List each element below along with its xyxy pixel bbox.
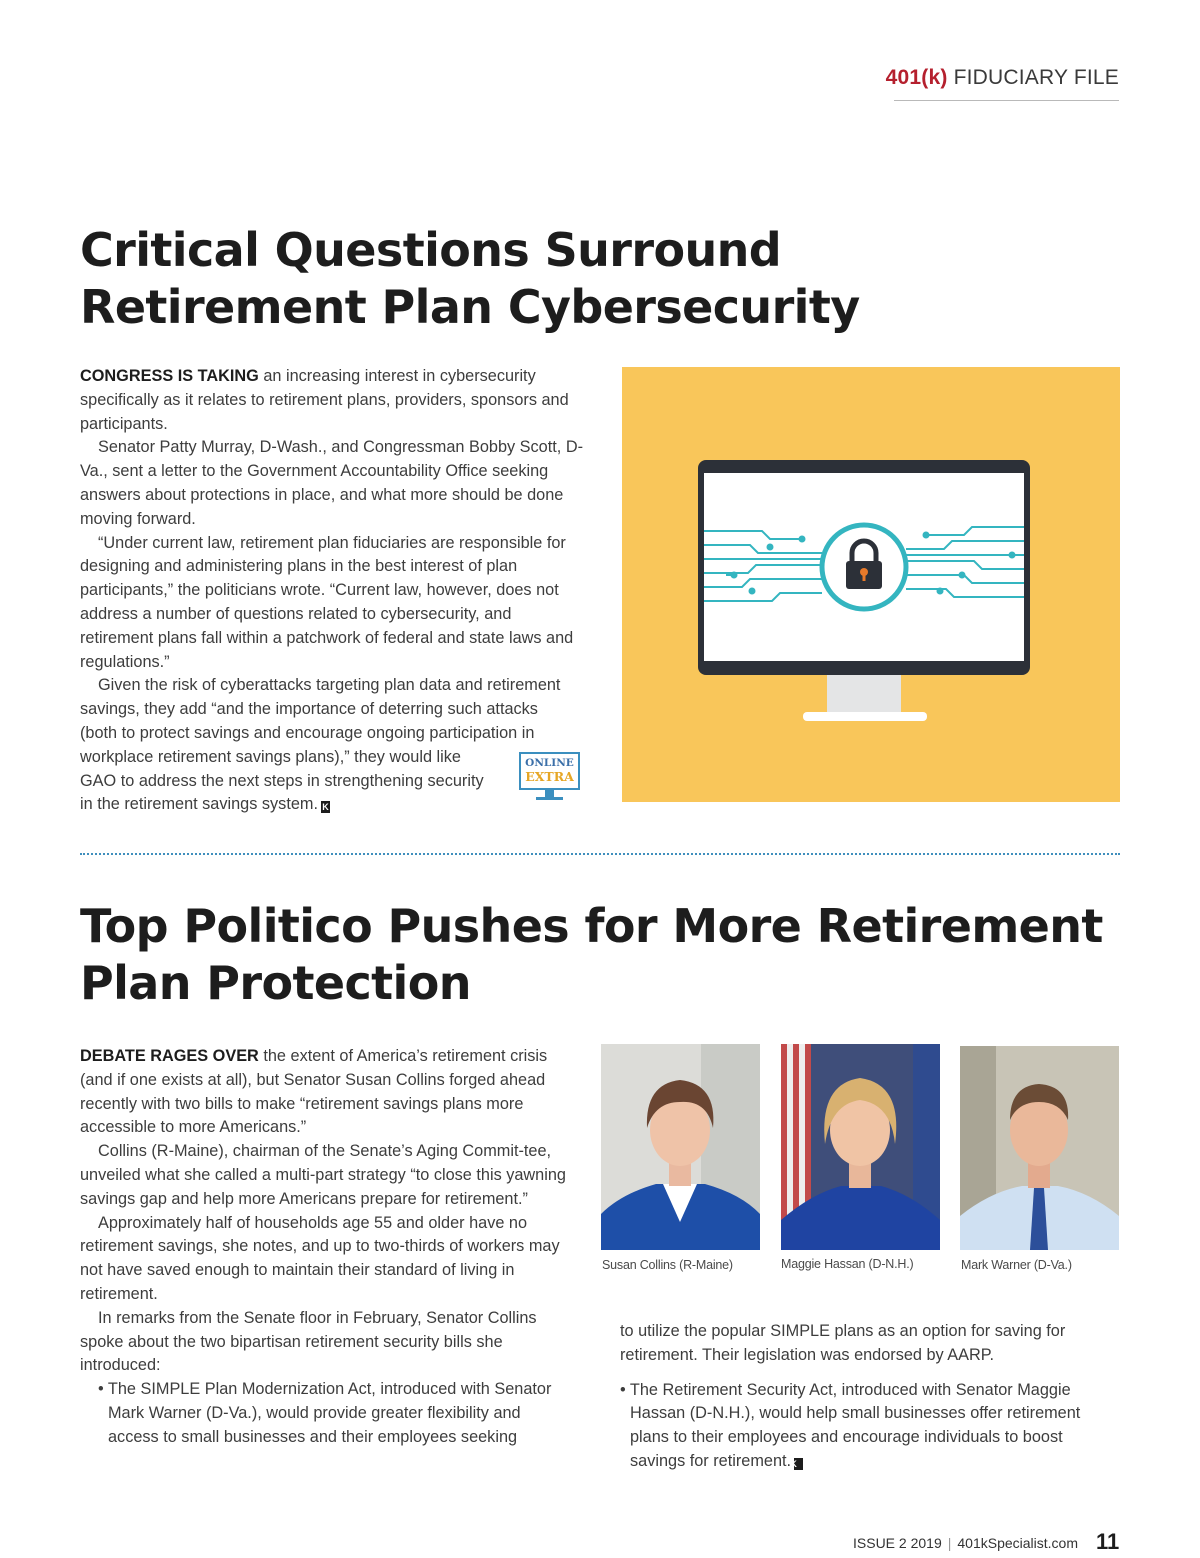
article2-title-line2: Plan Protection (80, 956, 471, 1010)
article1-p2: Senator Patty Murray, D-Wash., and Congressman Bobby Scott, D-Va., sent a letter to the Government Accountability Office seeking answers about protections in place, and what more should be done moving forward. (80, 438, 584, 528)
article1-lead: CONGRESS IS TAKING (80, 367, 259, 385)
portrait-image (781, 1044, 940, 1250)
article1-p4c: in the retirement savings system. (80, 795, 318, 814)
article1-p1: an increasing interest in cybersecurity specifically as it relates to retirement plans, providers, sponsors and participants. (80, 367, 569, 433)
header-brand: 401(k) (885, 66, 948, 89)
online-extra-badge[interactable] (519, 752, 580, 802)
article1-title (80, 222, 860, 336)
monitor-stand (545, 790, 554, 797)
online-extra-line1: ONLINE (525, 757, 574, 769)
article1-p4b: GAO to address the next steps in strengthening security (80, 771, 484, 790)
footer-issue: ISSUE 2 2019 (853, 1535, 942, 1551)
bullet-simple-plan: • The SIMPLE Plan Modernization Act, introduced with Senator Mark Warner (D-Va.), would provide greater flexibility and access to small businesses and their employees seeking (98, 1380, 552, 1446)
end-mark-icon: K (322, 802, 329, 813)
article2-body-col1 (80, 1045, 570, 1450)
article2-body-col2 (620, 1320, 1120, 1474)
photo-mark-warner (960, 1046, 1119, 1250)
page-footer (853, 1535, 1078, 1551)
portrait-image (960, 1046, 1119, 1250)
monitor-icon (519, 752, 580, 790)
computer-lock-icon (622, 367, 1120, 802)
cybersecurity-illustration (622, 367, 1120, 802)
article1-p4c-line (80, 793, 585, 817)
article1-paragraph (80, 365, 585, 436)
header-rule (894, 100, 1119, 101)
bullet-retirement-security-act (620, 1379, 1120, 1474)
caption-mark-warner: Mark Warner (D-Va.) (961, 1258, 1072, 1272)
footer-separator: | (947, 1535, 952, 1551)
photo-maggie-hassan (781, 1044, 940, 1250)
article1-title-line1: Critical Questions Surround (80, 223, 782, 277)
article2-paragraph (80, 1045, 570, 1140)
article1-body (80, 365, 585, 817)
article2-title (80, 898, 1103, 1012)
bullet-simple-plan-cont: to utilize the popular SIMPLE plans as an option for saving for retirement. Their legislation was endorsed by AARP. (620, 1322, 1066, 1364)
article2-p2: Collins (R-Maine), chairman of the Senate’s Aging Commit-tee, unveiled what she called a multi-part strategy “to close this yawning savings gap and help more Americans prepare for retirement.” (80, 1142, 566, 1208)
article2-lead: DEBATE RAGES OVER (80, 1047, 259, 1065)
caption-maggie-hassan: Maggie Hassan (D-N.H.) (781, 1257, 914, 1271)
footer-site[interactable]: 401kSpecialist.com (957, 1535, 1078, 1551)
header-section: FIDUCIARY FILE (947, 66, 1119, 89)
article1-title-line2: Retirement Plan Cybersecurity (80, 280, 860, 334)
article2-p3: Approximately half of households age 55 and older have no retirement savings, she notes, and up to two-thirds of workers may not have saved enough to maintain their standard of living in retirement. (80, 1213, 560, 1303)
article1-p4a: Given the risk of cyberattacks targeting plan data and retirement savings, they add “and the importance of deterring such attacks (both to protect savings and encourage ongoing participation in workplace retirement savings plans),” they would like (80, 676, 561, 766)
portrait-image (601, 1044, 760, 1250)
section-header (886, 66, 1119, 90)
article2-p1: the extent of America’s retirement crisis (and if one exists at all), but Senator Susan Collins forged ahead recently with two bills to make “retirement savings plans more accessible to more Americans.” (80, 1047, 548, 1137)
article1-p3: “Under current law, retirement plan fiduciaries are responsible for designing and administering plans in the best interest of plan participants,” the politicians wrote. “Current law, however, does not address a number of questions related to cybersecurity, and retirement plans fall within a patchwork of federal and state laws and regulations.” (80, 533, 574, 671)
end-mark-icon: K (794, 1458, 803, 1470)
caption-susan-collins: Susan Collins (R-Maine) (602, 1258, 733, 1272)
section-divider (80, 853, 1120, 855)
article2-title-line1: Top Politico Pushes for More Retirement (80, 899, 1103, 953)
page-number: 11 (1096, 1529, 1120, 1554)
monitor-base (536, 797, 563, 800)
online-extra-line2: EXTRA (525, 769, 574, 784)
article2-p4: In remarks from the Senate floor in February, Senator Collins spoke about the two bipartisan retirement security bills she introduced: (80, 1308, 537, 1375)
article1-p4 (80, 674, 570, 769)
bullet2-text: • The Retirement Security Act, introduced with Senator Maggie Hassan (D-N.H.), would help small businesses offer retirement plans to their employees and encourage individuals to boost savings for retirement. (620, 1380, 1081, 1470)
photo-susan-collins (601, 1044, 760, 1250)
